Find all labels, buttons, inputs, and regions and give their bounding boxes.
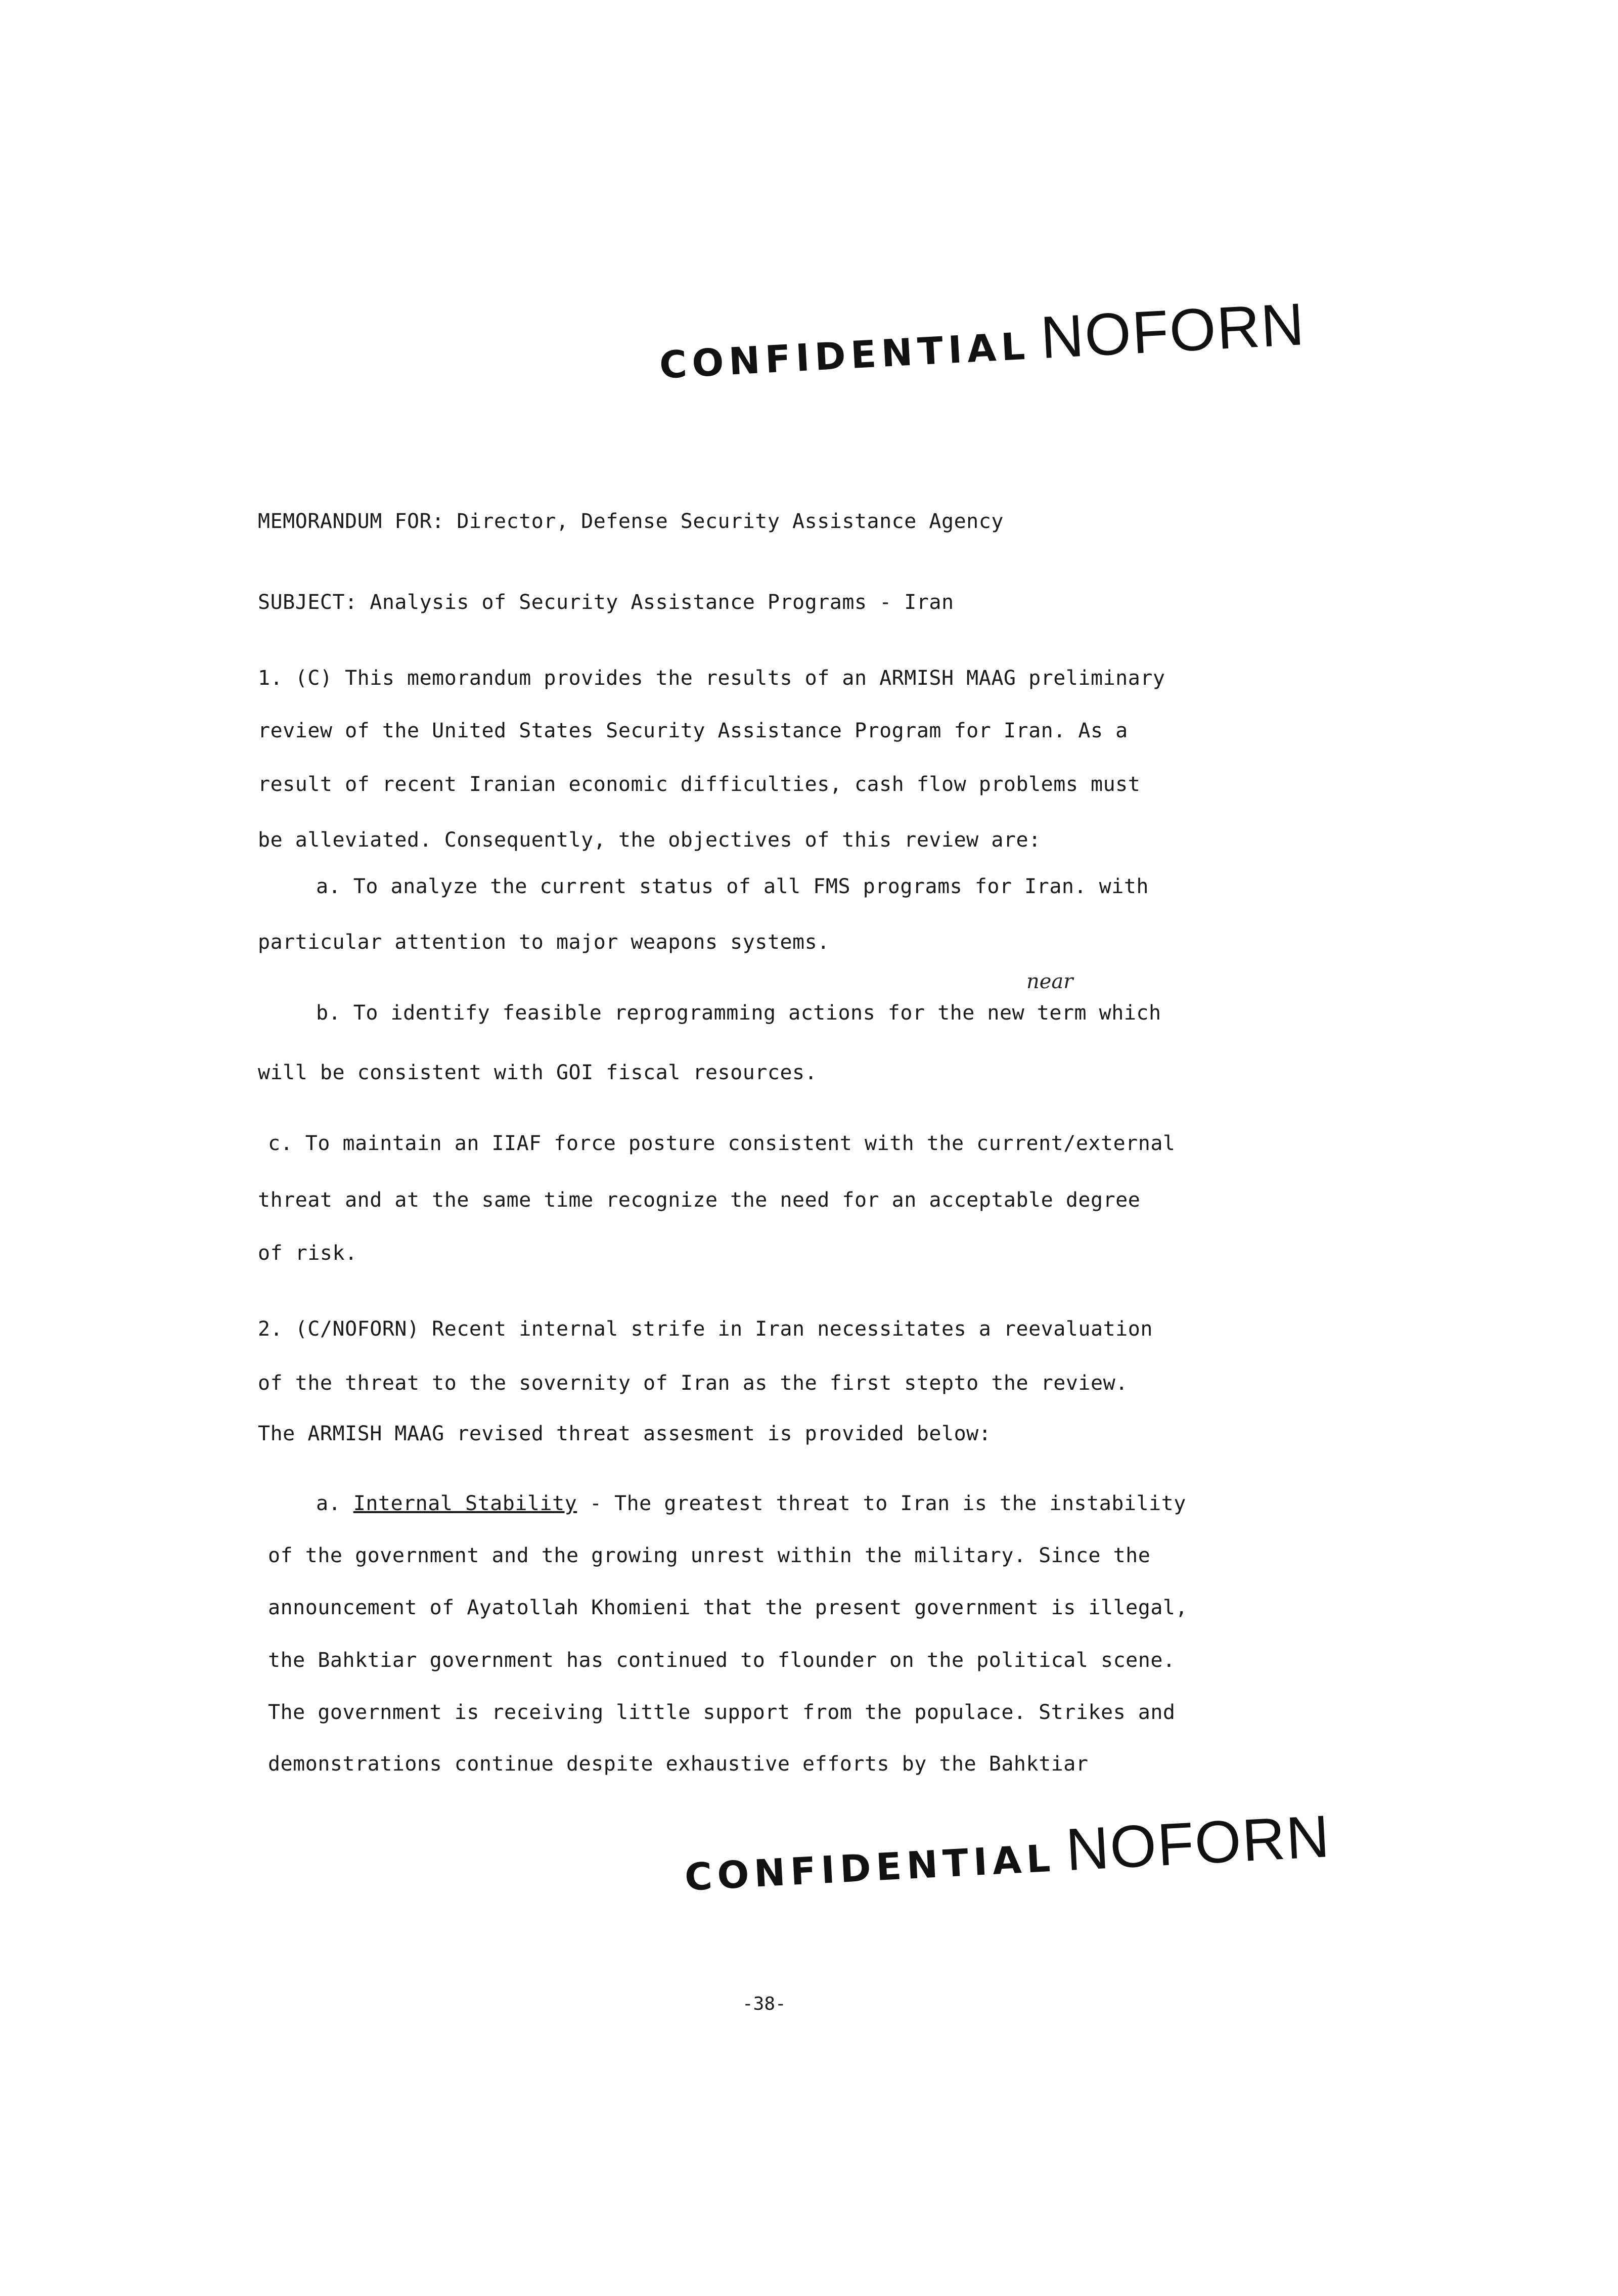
para1-item-b-line-1: b. To identify feasible reprogramming actions for the new term which — [316, 1001, 1161, 1025]
para1-item-c-line-2: threat and at the same time recognize the need for an acceptable degree — [258, 1188, 1141, 1212]
para2-item-a-line-1 — [316, 1492, 1186, 1515]
para1-line-1: 1. (C) This memorandum provides the results of an ARMISH MAAG preliminary — [258, 667, 1165, 690]
classification-stamp-top — [657, 290, 1307, 392]
noforn-stamp: NOFORN — [1039, 291, 1307, 372]
para2-item-a-line-4: the Bahktiar government has continued to flounder on the political scene. — [268, 1649, 1176, 1672]
subject-line: SUBJECT: Analysis of Security Assistance Programs - Iran — [258, 591, 954, 614]
para1-item-c-line-1: c. To maintain an IIAF force posture consistent with the current/external — [268, 1132, 1176, 1155]
para1-item-a-line-1: a. To analyze the current status of all FMS programs for Iran. with — [316, 875, 1149, 898]
para1-line-3: result of recent Iranian economic difficulties, cash flow problems must — [258, 773, 1141, 796]
para2-item-a-line-3: announcement of Ayatollah Khomieni that the present government is illegal, — [268, 1596, 1188, 1619]
handwritten-annotation: near — [1026, 970, 1073, 993]
para1-line-4: be alleviated. Consequently, the objectives of this review are: — [258, 828, 1041, 852]
item-a-prefix: a. — [316, 1492, 341, 1515]
confidential-stamp: CONFIDENTIAL — [658, 324, 1031, 387]
classification-stamp-bottom — [683, 1802, 1332, 1905]
para1-item-c-line-3: of risk. — [258, 1242, 357, 1265]
page-number: -38- — [742, 1994, 786, 2014]
memo-for-line: MEMORANDUM FOR: Director, Defense Security Assistance Agency — [258, 510, 1004, 533]
internal-stability-heading: Internal Stability — [353, 1492, 577, 1515]
para2-item-a-line-5: The government is receiving little support from the populace. Strikes and — [268, 1701, 1176, 1724]
para2-line-1: 2. (C/NOFORN) Recent internal strife in Iran necessitates a reevaluation — [258, 1317, 1153, 1341]
para2-line-2: of the threat to the sovernity of Iran as the first stepto the review. — [258, 1372, 1128, 1395]
confidential-stamp: CONFIDENTIAL — [684, 1836, 1057, 1900]
para1-item-a-line-2: particular attention to major weapons systems. — [258, 931, 830, 954]
para2-item-a-line-6: demonstrations continue despite exhaustive efforts by the Bahktiar — [268, 1752, 1089, 1776]
item-a-rest: - The greatest threat to Iran is the instability — [577, 1492, 1186, 1515]
noforn-stamp: NOFORN — [1064, 1803, 1332, 1884]
para2-item-a-line-2: of the government and the growing unrest within the military. Since the — [268, 1544, 1151, 1567]
para2-line-3: The ARMISH MAAG revised threat assesment is provided below: — [258, 1422, 992, 1445]
para1-line-2: review of the United States Security Assistance Program for Iran. As a — [258, 719, 1128, 742]
para1-item-b-line-2: will be consistent with GOI fiscal resources. — [258, 1061, 818, 1084]
